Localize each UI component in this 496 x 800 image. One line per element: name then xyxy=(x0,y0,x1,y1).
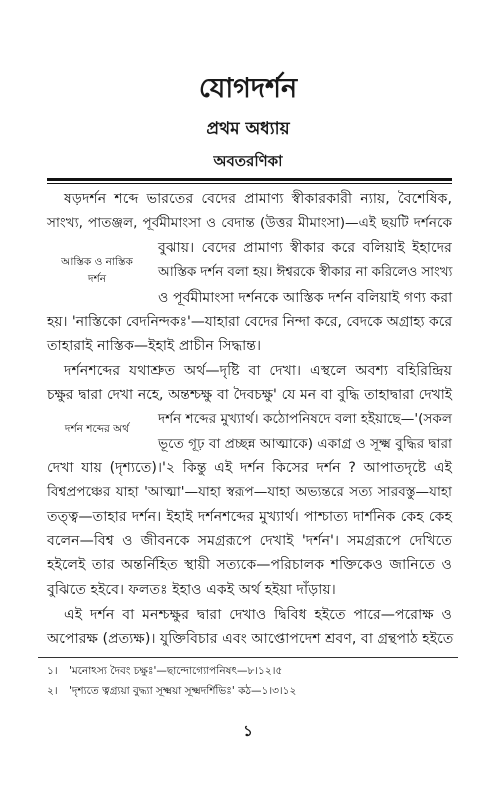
body-line: এই দর্শন বা মনশ্চক্ষুর দ্বারা দেখাও দ্বিবিধ হইতে পারে—পরোক্ষ ও xyxy=(64,607,452,623)
body-line: চক্ষুর দ্বারা দেখা নহে, অন্তশ্চক্ষু বা দৈবচক্ষু' যে মন বা বুদ্ধি তাহাদ্বারা দেখাই xyxy=(47,387,452,403)
heading-rule-thin xyxy=(47,183,452,184)
margin-note-astik: আস্তিক ও নাস্তিক xyxy=(61,256,133,268)
margin-note-darshan: দর্শন xyxy=(88,273,106,285)
body-line: তত্ত্ব—তাহার দর্শন। ইহাই দর্শনশব্দের মুখ্যার্থ। পাশ্চাত্য দার্শনিক কেহ কেহ xyxy=(47,509,452,525)
body-line: অপোরক্ষ (প্রত্যক্ষ)। যুক্তিবিচার এবং আপ্তোপদেশ শ্রবণ, বা গ্রন্থপাঠ হইতে xyxy=(47,631,454,647)
body-line: ষড়দর্শন শব্দে ভারতের বেদের প্রামাণ্য স্বীকারকারী ন্যায়, বৈশেষিক, xyxy=(64,191,452,207)
footnote xyxy=(47,664,282,679)
body-line: আস্তিক দর্শন বলা হয়। ঈশ্বরকে স্বীকার না করিলেও সাংখ্য xyxy=(158,265,453,280)
body-line: তাহারাই নাস্তিক—ইহাই প্রাচীন সিদ্ধান্ত। xyxy=(47,338,262,354)
footnote-rule xyxy=(38,657,458,658)
body-line: ভূতে গূঢ় বা প্রচ্ছন্ন আত্মাকে) একাগ্র ও সূক্ষ্ম বুদ্ধির দ্বারা xyxy=(158,436,452,452)
chapter-heading: প্রথম অধ্যায় xyxy=(206,119,290,139)
page-title: যোগদর্শন xyxy=(198,73,298,104)
body-line: সাংখ্য, পাতঞ্জল, পূর্বমীমাংসা ও বেদান্ত (উত্তর মীমাংসা)—এই ছয়টি দর্শনকে xyxy=(47,215,452,231)
body-line: দেখা যায় (দৃশ্যতে)।'২ কিন্তু এই দর্শন কিসের দর্শন ? আপাতদৃষ্টে এই xyxy=(47,460,452,476)
section-heading: অবতরণিকা xyxy=(213,152,283,170)
body-line: বুঝিতে হইবে। ফলতঃ ইহাও একই অর্থ হইয়া দাঁড়ায়। xyxy=(47,582,336,598)
body-line: দর্শন শব্দের মুখ্যার্থ। কঠোপনিষদে বলা হইয়াছে—'(সকল xyxy=(158,411,452,427)
body-line: দর্শনশব্দের যথাশ্রুত অর্থ—দৃষ্টি বা দেখা। এস্থলে অবশ্য বহিরিন্দ্রিয় xyxy=(64,363,452,379)
footnote-number: ২। xyxy=(47,685,58,697)
body-line: বলেন—বিশ্ব ও জীবনকে সমগ্ররূপে দেখাই 'দর্শন'। সমগ্ররূপে দেখিতে xyxy=(47,533,452,549)
page-number: ১ xyxy=(243,722,253,740)
body-line: হইলেই তার অন্তর্নিহিত স্থায়ী সত্যকে—পরিচালক শক্তিকেও জানিতে ও xyxy=(47,557,452,573)
footnote-number: ১। xyxy=(47,665,58,677)
footnote xyxy=(47,684,296,699)
footnote-text: 'মনোঽস্য দৈবং চক্ষুঃ'—ছান্দোগ্যোপনিষৎ—৮।১২।৫ xyxy=(69,665,283,677)
body-line: বুঝায়। বেদের প্রামাণ্য স্বীকার করে বলিয়াই ইহাদের xyxy=(158,240,452,256)
body-line: হয়। 'নাস্তিকো বেদনিন্দকঃ'—যাহারা বেদের নিন্দা করে, বেদকে অগ্রাহ্য করে xyxy=(47,314,452,330)
body-line: ও পূর্বমীমাংসা দর্শনকে আস্তিক দর্শন বলিয়াই গণ্য করা xyxy=(158,290,453,306)
margin-note-meaning: দর্শন শব্দের অর্থ xyxy=(64,423,130,435)
heading-rule-thick xyxy=(47,178,452,181)
footnote-text: 'দৃশ্যতে ত্বগ্র্যয়া বুদ্ধ্যা সূক্ষ্ময়া সূক্ষ্মদর্শিভিঃ' কঠ—১।৩।১২ xyxy=(69,685,297,697)
body-line: বিশ্বপ্রপঞ্চের যাহা 'আত্মা'—যাহা স্বরূপ—যাহা অভ্যন্তরে সত্য সারবস্তু—যাহা xyxy=(47,484,452,500)
